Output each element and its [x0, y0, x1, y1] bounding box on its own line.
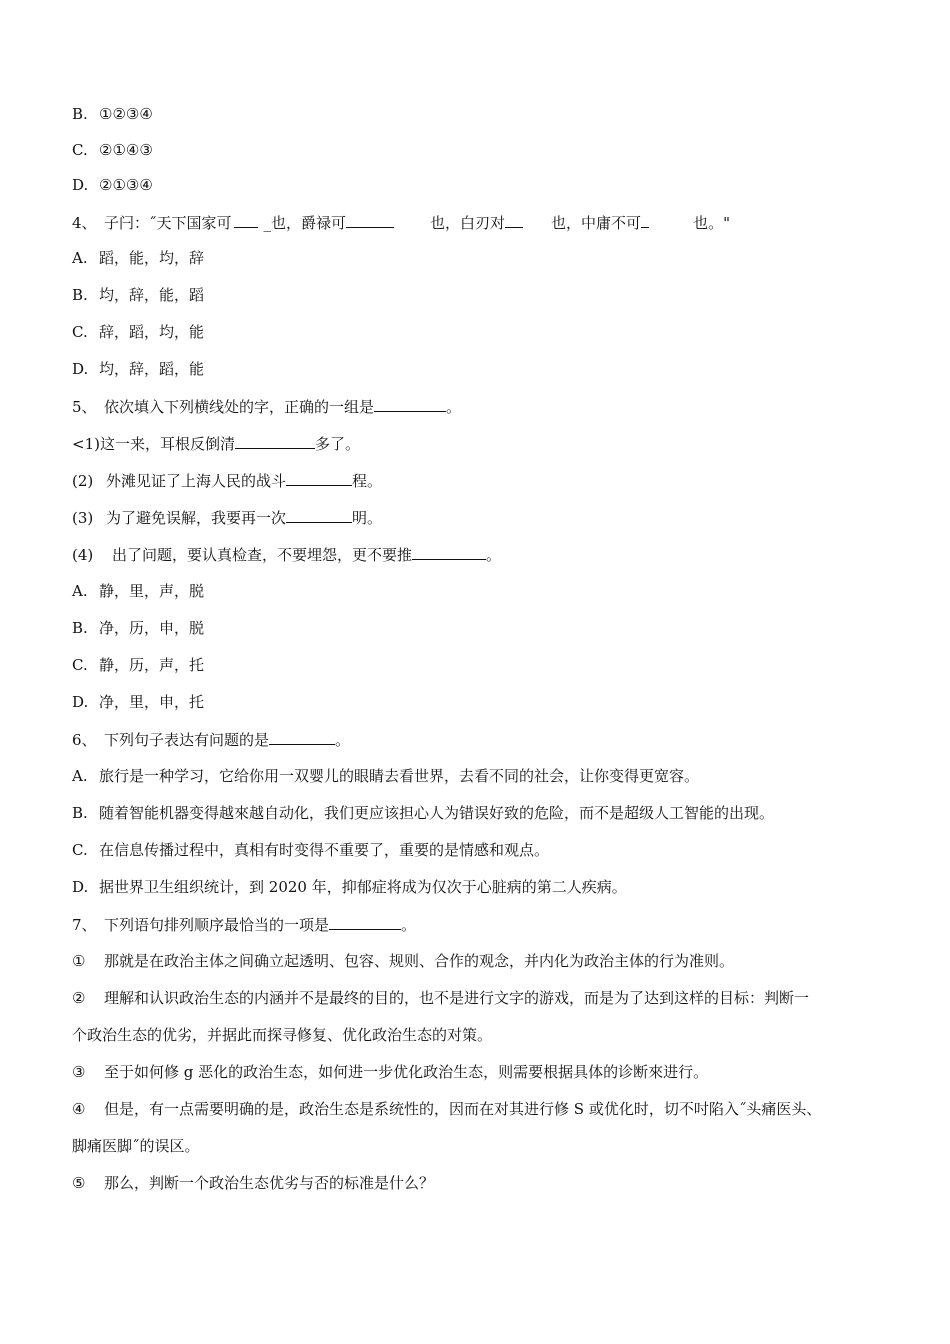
q7-statement-1 — [72, 951, 872, 971]
statement-text: 个政治生态的优劣，并据此而探寻修复、优化政治生态的对策。 — [72, 1026, 493, 1044]
item-text: 明。 — [352, 509, 383, 527]
option-label: A. — [72, 249, 88, 267]
option-label: D. — [72, 176, 89, 194]
statement-label: ① — [72, 952, 86, 970]
q3-option-c — [72, 140, 872, 160]
statement-text: 至于如何修 g 恶化的政治生态，如何进一步优化政治生态，则需要根据具体的诊断來进行。 — [104, 1063, 709, 1081]
option-text: 据世界卫生组织统计，到 2020 年，抑郁症将成为仅次于心脏病的第二人疾病。 — [99, 878, 627, 896]
option-text: 净，里，申，托 — [99, 693, 205, 711]
q5-option-d — [72, 692, 872, 712]
item-label: (2) — [72, 472, 94, 490]
option-text: ①②③④ — [99, 105, 153, 123]
stem-text: 依次填入下列横线处的字，正确的一组是 — [104, 398, 375, 416]
question-number: 7、 — [72, 916, 97, 934]
q4-option-d — [72, 359, 872, 379]
q7-statement-4 — [72, 1099, 872, 1119]
option-label: C. — [72, 656, 88, 674]
statement-label: ③ — [72, 1063, 86, 1081]
answer-blank — [235, 433, 315, 449]
answer-blank — [346, 212, 394, 228]
item-text: 。 — [486, 546, 502, 564]
answer-blank — [641, 212, 649, 228]
item-text: 多了。 — [314, 435, 360, 453]
q7-statement-3 — [72, 1062, 872, 1082]
option-label: A. — [72, 767, 88, 785]
answer-blank — [234, 212, 258, 228]
option-label: D. — [72, 360, 89, 378]
q7-statement-5 — [72, 1173, 872, 1193]
q5-item-3 — [72, 507, 872, 528]
item-label: <1) — [72, 435, 100, 453]
q6-stem — [72, 729, 872, 750]
option-label: D. — [72, 693, 89, 711]
item-text: 程。 — [352, 472, 383, 490]
option-label: C. — [72, 323, 88, 341]
q6-option-d — [72, 877, 872, 897]
statement-label: ⑤ — [72, 1174, 86, 1192]
option-text: 辞，蹈，均，能 — [99, 323, 205, 341]
option-label: B. — [72, 286, 88, 304]
q5-item-2 — [72, 470, 872, 491]
item-text: 这一来，耳根反倒清 — [99, 435, 235, 453]
q5-option-a — [72, 581, 872, 601]
option-label: D. — [72, 878, 89, 896]
q4-option-c — [72, 322, 872, 342]
answer-blank — [505, 212, 523, 228]
answer-blank — [286, 470, 352, 486]
q5-option-c — [72, 655, 872, 675]
q5-item-4 — [72, 544, 872, 565]
q4-option-b — [72, 285, 872, 305]
option-text: ②①④③ — [99, 141, 153, 159]
option-text: 静，里，声，脱 — [99, 582, 205, 600]
option-text: ②①③④ — [99, 176, 153, 194]
statement-text: 理解和认识政治生态的内涵并不是最终的目的，也不是进行文字的游戏，而是为了达到这样的目标：判断一 — [104, 989, 810, 1007]
item-text: 为了避免误解，我要再一次 — [106, 509, 287, 527]
statement-label: ② — [72, 989, 86, 1007]
option-label: C. — [72, 141, 88, 159]
q5-item-1 — [72, 433, 872, 454]
q6-option-c — [72, 840, 872, 860]
option-text: 净，历，申，脱 — [99, 619, 205, 637]
stem-part: 子闩：˝天下国家可 — [104, 214, 232, 232]
statement-text: 那就是在政治主体之间确立起透明、包容、规则、合作的观念，并内化为政治主体的行为准则。 — [104, 952, 735, 970]
stem-end: 。 — [335, 731, 351, 749]
option-label: B. — [72, 619, 88, 637]
statement-label: ④ — [72, 1100, 86, 1118]
answer-blank — [269, 729, 335, 745]
stem-text: 下列句子表达有问题的是 — [104, 731, 270, 749]
option-text: 均，辞，能，蹈 — [99, 286, 205, 304]
stem-part: 也。" — [693, 214, 730, 232]
statement-text: 脚痛医脚˝的误区。 — [72, 1137, 200, 1155]
q3-option-b — [72, 104, 872, 124]
item-label: (4) — [72, 546, 94, 564]
q7-statement-2 — [72, 988, 872, 1008]
stem-text: 下列语句排列顺序最恰当的一项是 — [104, 916, 330, 934]
q7-statement-4-continued — [72, 1136, 872, 1156]
option-text: 蹈，能，均，辞 — [99, 249, 205, 267]
option-text: 旅行是一种学习，它给你用一双婴儿的眼睛去看世界，去看不同的社会，让你变得更宽容。 — [99, 767, 700, 785]
q3-option-d — [72, 175, 872, 195]
answer-blank — [374, 396, 446, 412]
answer-blank — [286, 507, 352, 523]
q5-option-b — [72, 618, 872, 638]
item-text: 外滩见证了上海人民的战斗 — [106, 472, 287, 490]
option-label: B. — [72, 804, 88, 822]
q6-option-b — [72, 803, 872, 823]
option-label: B. — [72, 105, 88, 123]
answer-blank — [412, 544, 486, 560]
answer-blank — [329, 914, 401, 930]
q7-statement-2-continued — [72, 1025, 872, 1045]
q4-stem — [72, 212, 872, 233]
option-text: 均，辞，蹈，能 — [99, 360, 205, 378]
option-label: A. — [72, 582, 88, 600]
option-label: C. — [72, 841, 88, 859]
item-label: (3) — [72, 509, 94, 527]
statement-text: 那么，判断一个政治生态优劣与否的标准是什么？ — [104, 1174, 435, 1192]
stem-part: 也，白刃对 — [430, 214, 506, 232]
item-text: 出了问题，要认真检查，不要埋怨，更不要推 — [112, 546, 413, 564]
stem-end: 。 — [401, 916, 417, 934]
option-text: 静，历，声，托 — [99, 656, 205, 674]
option-text: 在信息传播过程中，真相有时变得不重要了，重要的是情感和观点。 — [99, 841, 550, 859]
statement-text: 但是，有一点需要明确的是，政治生态是系统性的，因而在对其进行修 S 或优化时，切不吋陷入˝头痛医头、 — [104, 1100, 822, 1118]
question-number: 6、 — [72, 731, 97, 749]
q6-option-a — [72, 766, 872, 786]
question-number: 4、 — [72, 214, 97, 232]
option-text: 随着智能机器变得越來越自动化，我们更应该担心人为错误好致的危险，而不是超级人工智能的出现。 — [99, 804, 775, 822]
q4-option-a — [72, 248, 872, 268]
stem-end: 。 — [446, 398, 462, 416]
q5-stem — [72, 396, 872, 417]
stem-part: _也，爵禄可 — [263, 214, 347, 232]
q7-stem — [72, 914, 872, 935]
question-number: 5、 — [72, 398, 97, 416]
stem-part: 也，中庸不可 — [551, 214, 642, 232]
